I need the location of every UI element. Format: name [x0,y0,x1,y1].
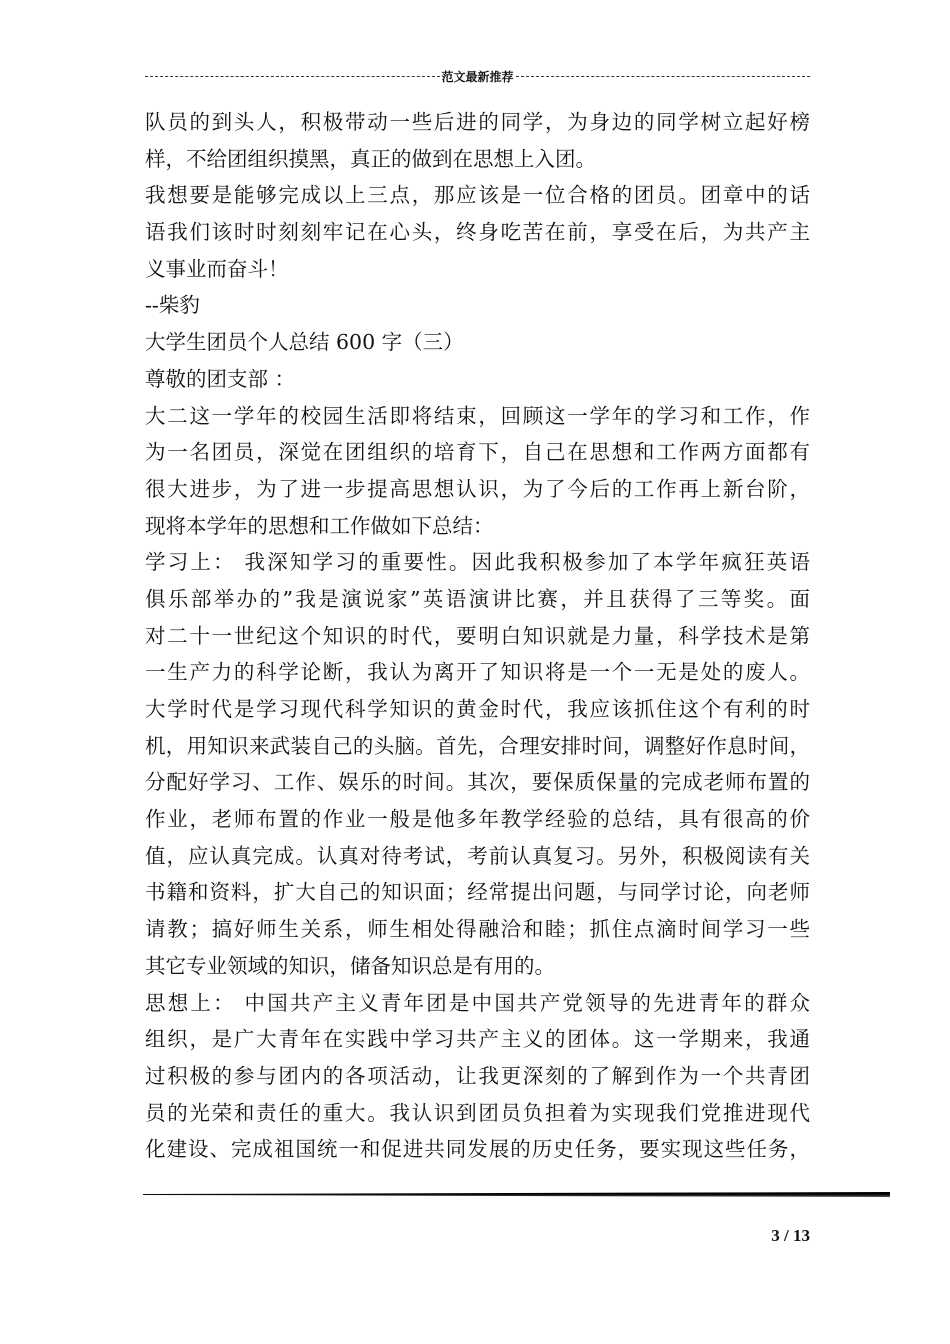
text-line: 现将本学年的思想和工作做如下总结： [145,513,494,538]
section-title: 大学生团员个人总结 600 字（三） [145,330,464,355]
text-line: 其它专业领域的知识，储备知识总是有用的。 [145,953,555,978]
footer-divider [143,1192,890,1197]
text-line: 俱乐部举办的”我是演说家”英语演讲比赛，并且获得了三等奖。面 [145,586,810,611]
text-line: 语我们该时时刻刻牢记在心头，终身吃苦在前，享受在后，为共产主 [145,220,810,245]
text-line: 为一名团员，深觉在团组织的培育下，自己在思想和工作两方面都有 [145,440,810,465]
text-line: 值，应认真完成。认真对待考试，考前认真复习。另外，积极阅读有关 [145,843,810,868]
header-label: 范文最新推荐 [441,69,514,84]
text-line: 思想上： 中国共产主义青年团是中国共产党领导的先进青年的群众 [145,990,810,1015]
header-dash-right [516,76,811,77]
document-body [145,104,810,1168]
text-line: 分配好学习、工作、娱乐的时间。其次，要保质保量的完成老师布置的 [145,770,810,795]
text-line: 大学时代是学习现代科学知识的黄金时代，我应该抓住这个有利的时 [145,697,810,721]
text-line: 我想要是能够完成以上三点，那应该是一位合格的团员。团章中的话 [145,183,810,208]
text-line: 机，用知识来武装自己的头脑。首先，合理安排时间，调整好作息时间， [145,733,810,758]
text-line: 作业，老师布置的作业一般是他多年教学经验的总结，具有很高的价 [145,807,810,832]
salutation: 尊敬的团支部 ： [145,366,296,391]
text-line: 过积极的参与团内的各项活动，让我更深刻的了解到作为一个共青团 [145,1063,810,1088]
text-line: 样，不给团组织摸黑，真正的做到在思想上入团。 [145,146,596,171]
text-line: 一生产力的科学论断，我认为离开了知识将是一个一无是处的废人。 [145,660,810,685]
text-line: 义事业而奋斗！ [145,256,289,281]
text-line: 请教；搞好师生关系，师生相处得融洽和睦；抓住点滴时间学习一些 [145,917,810,942]
header-dash-left [145,76,440,77]
text-line: 大二这一学年的校园生活即将结束，回顾这一学年的学习和工作，作 [145,403,810,428]
page-number: 3 / 13 [771,1226,810,1245]
text-line: 学习上： 我深知学习的重要性。因此我积极参加了本学年疯狂英语 [145,550,810,575]
text-line: 很大进步，为了进一步提高思想认识，为了今后的工作再上新台阶， [145,476,810,501]
text-line: 化建设、完成祖国统一和促进共同发展的历史任务，要实现这些任务， [145,1137,810,1162]
signature-line: --柴豹 [145,293,200,318]
text-line: 组织，是广大青年在实践中学习共产主义的团体。这一学期来，我通 [145,1027,810,1052]
text-line: 书籍和资料，扩大自己的知识面；经常提出问题，与同学讨论，向老师 [145,880,810,905]
text-line: 员的光荣和责任的重大。我认识到团员负担着为实现我们党推进现代 [145,1100,810,1125]
page-header [145,66,810,86]
text-line: 对二十一世纪这个知识的时代，要明白知识就是力量，科学技术是第 [145,623,810,648]
text-line: 队员的到头人，积极带动一些后进的同学，为身边的同学树立起好榜 [145,110,810,134]
